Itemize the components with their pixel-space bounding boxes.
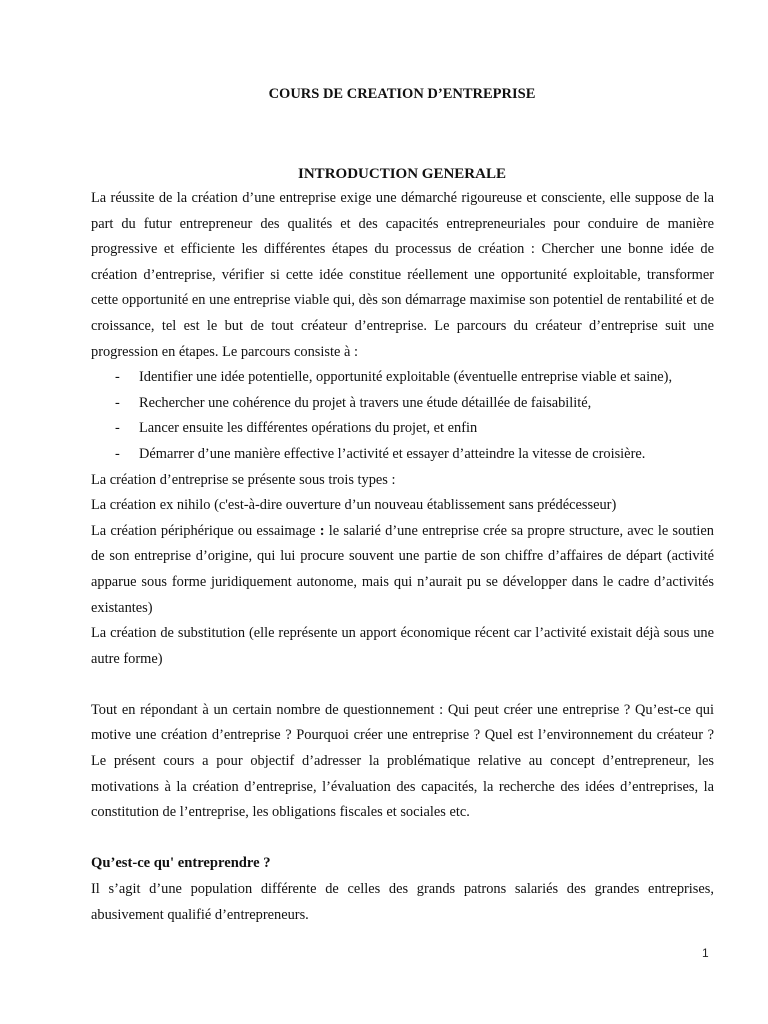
type-peripherique-label: La création périphérique ou essaimage xyxy=(91,522,320,539)
list-marker: - xyxy=(115,445,120,462)
list-item xyxy=(91,391,714,417)
list-item xyxy=(91,442,714,468)
document-title: COURS DE CREATION D’ENTREPRISE xyxy=(268,86,536,102)
list-item-text: Identifier une idée potentielle, opportunité exploitable (éventuelle entreprise viable et saine), xyxy=(139,369,673,386)
type-peripherique xyxy=(91,519,714,621)
intro-paragraph: La réussite de la création d’une entreprise exige une démarché rigoureuse et consciente, elle suppose de la part du futur entrepreneur des qualités et des capacités entrepreneuriales pour conduire de manière progressive et efficiente les différentes étapes du processus de création : Chercher une bonne idée de création d’entreprise, vérifier si cette idée constitue réellement une opportunité exploitable, transformer cette opportunité en une entreprise viable qui, dès son démarrage maximise son potentiel de rentabilité et de croissance, tel est le but de tout créateur d’entreprise. Le parcours du créateur d’entreprise suit une progression en étapes. Le parcours consiste à : xyxy=(91,190,714,360)
subheading-paragraph: Il s’agit d’une population différente de celles des grands patrons salariés des grandes entreprises, abusivement qualifié d’entrepreneurs. xyxy=(91,881,714,923)
type-peripherique-text: le salarié d’une entreprise crée sa propre structure, avec le soutien de son entreprise d’origine, qui lui procure souvent une partie de son chiffre d’affaires de départ (activité apparue sous forme juridiquement autonome, mais qui n’aurait pu se développer dans le cadre d’activités existantes) xyxy=(91,522,714,616)
paragraph-spacer xyxy=(91,672,714,698)
types-intro: La création d’entreprise se présente sous trois types : xyxy=(91,471,396,488)
steps-list xyxy=(91,365,714,467)
list-marker: - xyxy=(115,369,120,386)
paragraph-spacer xyxy=(91,826,714,852)
list-item-text: Lancer ensuite les différentes opérations du projet, et enfin xyxy=(139,420,478,437)
list-item xyxy=(91,416,714,442)
list-item-text: Démarrer d’une manière effective l’activité et essayer d’atteindre la vitesse de croisière. xyxy=(139,445,646,462)
type-peripherique-colon: : xyxy=(319,522,325,539)
questions-paragraph: Tout en répondant à un certain nombre de questionnement : Qui peut créer une entreprise ? Qu’est-ce qui motive une création d’entreprise ? Pourquoi créer une entreprise ? Quel est l’environnement du créateur ? Le présent cours a pour objectif d’adresser la problématique relative au concept d’entrepreneur, les motivations à la création d’entreprise, l’évaluation des capacités, la recherche des idées d’entreprises, la constitution de l’entreprise, les obligations fiscales et sociales etc. xyxy=(91,701,714,821)
type-substitution: La création de substitution (elle représente un apport économique récent car l’activité existait déjà sous une autre forme) xyxy=(91,625,714,667)
document-body xyxy=(91,186,714,928)
type-ex-nihilo: La création ex nihilo (c'est-à-dire ouverture d’un nouveau établissement sans prédécesseur) xyxy=(91,497,617,514)
list-marker: - xyxy=(115,394,120,411)
page-number: 1 xyxy=(702,946,709,960)
list-item-text: Rechercher une cohérence du projet à travers une étude détaillée de faisabilité, xyxy=(139,394,592,411)
list-marker: - xyxy=(115,420,120,437)
section-title: INTRODUCTION GENERALE xyxy=(298,166,506,182)
subheading: Qu’est-ce qu' entreprendre ? xyxy=(91,855,271,872)
list-item xyxy=(91,365,714,391)
